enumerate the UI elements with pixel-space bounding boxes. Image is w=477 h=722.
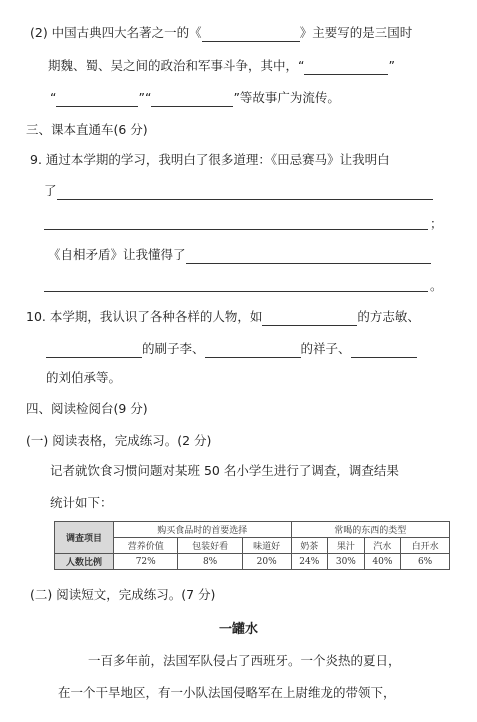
q10-line-3: 的刘伯承等。 xyxy=(46,370,122,385)
q9-line-1: 9. 通过本学期的学习，我明白了很多道理：《田忌赛马》让我明白 xyxy=(30,152,390,167)
table-cell: 72% xyxy=(114,554,178,570)
q2-text: 》主要写的是三国时 xyxy=(299,25,413,40)
table-group-header-2: 常喝的东西的类型 xyxy=(291,522,449,538)
table-cell: 40% xyxy=(364,554,401,570)
answer-blank-story-1[interactable] xyxy=(304,62,388,75)
q2-line-2 xyxy=(48,57,395,75)
q2-line-3 xyxy=(50,89,340,107)
q9-text: 了 xyxy=(44,183,57,198)
q2-line-1 xyxy=(30,24,412,42)
story-line-1: 一百多年前，法国军队侵占了西班牙。一个炎热的夏日， xyxy=(88,653,401,668)
answer-blank-book[interactable] xyxy=(202,29,300,42)
story-title: 一罐水 xyxy=(218,622,258,637)
q10-text: 10. 本学期，我认识了各种各样的人物，如 xyxy=(26,309,263,324)
q9-line-4 xyxy=(48,246,431,264)
q9-semicolon: ； xyxy=(430,216,443,231)
answer-line-q9-4[interactable] xyxy=(44,291,428,292)
answer-blank-q9-3[interactable] xyxy=(186,251,431,264)
table-ratio-label: 人数比例 xyxy=(55,554,114,570)
q9-text: 《自相矛盾》让我懂得了 xyxy=(48,247,186,262)
table-cell: 24% xyxy=(291,554,328,570)
q9-period: 。 xyxy=(430,278,443,293)
part1-intro-2: 统计如下： xyxy=(50,495,113,510)
answer-blank-story-2[interactable] xyxy=(56,94,138,107)
q2-text: 期魏、蜀、吴之间的政治和军事斗争，其中，“ xyxy=(48,58,305,73)
survey-table xyxy=(54,521,450,570)
table-sub-header: 味道好 xyxy=(242,538,291,554)
answer-blank-q10-4[interactable] xyxy=(351,345,417,358)
answer-blank-q10-2[interactable] xyxy=(46,345,142,358)
section-heading-4: 四、阅读检阅台(9 分) xyxy=(26,401,148,416)
table-sub-header: 营养价值 xyxy=(114,538,178,554)
part1-intro-1: 记者就饮食习惯问题对某班 50 名小学生进行了调查，调查结果 xyxy=(50,463,399,478)
table-sub-header: 白开水 xyxy=(401,538,450,554)
q2-text: ”等故事广为流传。 xyxy=(233,90,340,105)
story-line-2: 在一个干旱地区，有一小队法国侵略军在上尉维龙的带领下， xyxy=(58,685,396,700)
part2-heading: (二) 阅读短文，完成练习。(7 分) xyxy=(30,587,216,602)
q10-line-2 xyxy=(46,340,417,358)
table-sub-header: 包装好看 xyxy=(178,538,242,554)
answer-line-q9-2[interactable] xyxy=(44,229,428,230)
table-group-header-1: 购买食品时的首要选择 xyxy=(114,522,292,538)
table-cell: 20% xyxy=(242,554,291,570)
table-sub-header: 汽水 xyxy=(364,538,401,554)
answer-blank-q10-3[interactable] xyxy=(205,345,301,358)
q2-text: ”“ xyxy=(138,90,152,105)
answer-blank-q9-1[interactable] xyxy=(57,187,433,200)
q2-text: ” xyxy=(388,58,395,73)
table-cell: 6% xyxy=(401,554,450,570)
q10-text: 的方志敏、 xyxy=(357,309,420,324)
table-sub-header: 奶茶 xyxy=(291,538,328,554)
q9-line-2 xyxy=(44,182,433,200)
table-row-header-label: 调查项目 xyxy=(55,522,114,554)
q2-text: “ xyxy=(50,90,57,105)
q10-text: 的祥子、 xyxy=(300,341,351,356)
q2-text: (2) 中国古典四大名著之一的《 xyxy=(30,25,202,40)
part1-heading: (一) 阅读表格，完成练习。(2 分) xyxy=(26,433,212,448)
section-heading-3: 三、课本直通车(6 分) xyxy=(26,122,148,137)
q10-line-1 xyxy=(26,308,420,326)
table-cell: 8% xyxy=(178,554,242,570)
answer-blank-story-3[interactable] xyxy=(151,94,233,107)
table-cell: 30% xyxy=(328,554,365,570)
answer-blank-q10-1[interactable] xyxy=(262,313,357,326)
table-sub-header: 果汁 xyxy=(328,538,365,554)
q10-text: 的刷子李、 xyxy=(142,341,205,356)
